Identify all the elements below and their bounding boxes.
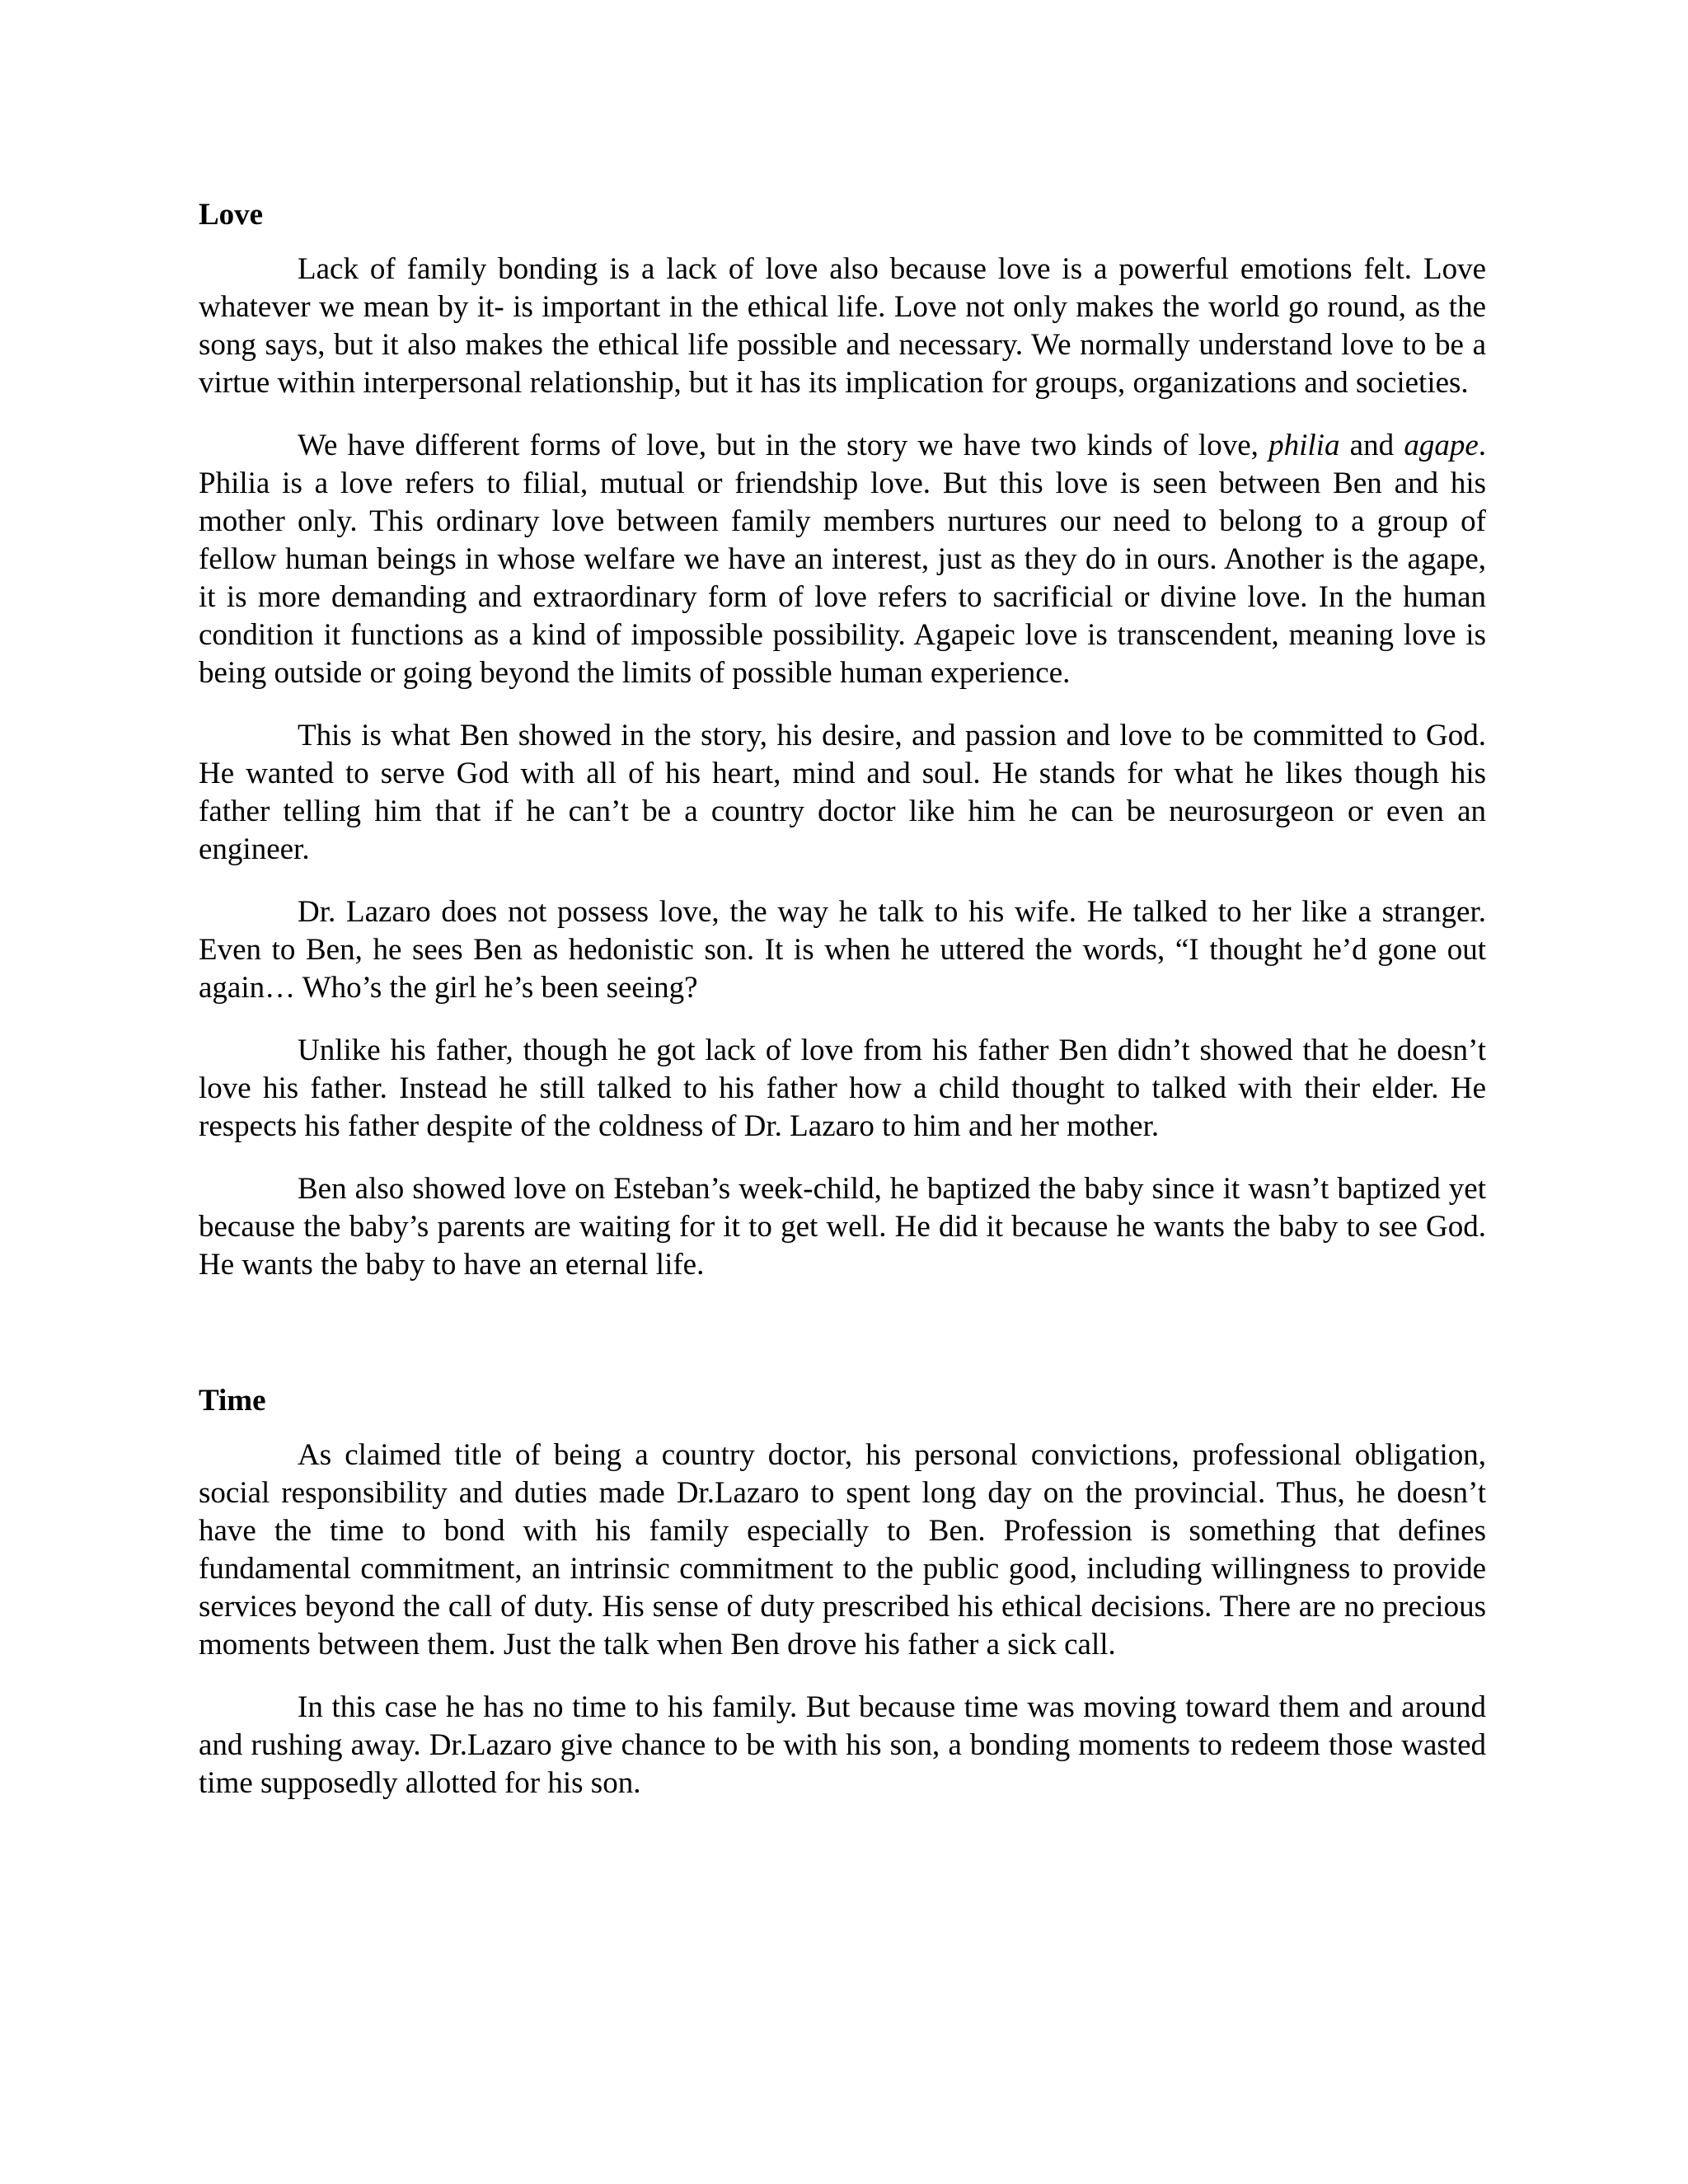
paragraph: Ben also showed love on Esteban’s week-child, he baptized the baby since it wasn’t baptized yet because the baby’s parents are waiting for it to get well. He did it because he wants the baby to see God. He wants the baby to have an eternal life. (199, 1172, 1486, 1282)
paragraph: As claimed title of being a country doctor, his personal convictions, professional obligation, social responsibility and duties made Dr.Lazaro to spent long day on the provincial. Thus, he doesn’t have the time to bond with his family especially to Ben. Profession is something that defines fundamental commitment, an intrinsic commitment to the public good, including willingness to provide services beyond the call of duty. His sense of duty prescribed his ethical decisions. There are no precious moments between them. Just the talk when Ben drove his father a sick call. (199, 1438, 1486, 1661)
italic-term: philia (1268, 429, 1340, 462)
italic-term: agape (1404, 429, 1479, 462)
section-heading-love: Love (199, 198, 264, 232)
paragraph: This is what Ben showed in the story, his desire, and passion and love to be committed to God. He wanted to serve God with all of his heart, mind and soul. He stands for what he likes though his father telling him that if he can’t be a country doctor like him he can be neurosurgeon or even an engineer. (199, 719, 1486, 866)
paragraph: Dr. Lazaro does not possess love, the way he talk to his wife. He talked to her like a stranger. Even to Ben, he sees Ben as hedonistic son. It is when he uttered the words, “I thought he’d gone out again… Who’s the girl he’s been seeing? (199, 895, 1486, 1005)
paragraph: Lack of family bonding is a lack of love also because love is a powerful emotions felt. Love whatever we mean by it- is important in the ethical life. Love not only makes the world go round, as the song says, but it also makes the ethical life possible and necessary. We normally understand love to be a virtue within interpersonal relationship, but it has its implication for groups, organizations and societies. (199, 252, 1486, 400)
document-page (199, 196, 1486, 1827)
paragraph: Unlike his father, though he got lack of love from his father Ben didn’t showed that he doesn’t love his father. Instead he still talked to his father how a child thought to talked with their elder. He respects his father despite of the coldness of Dr. Lazaro to him and her mother. (199, 1033, 1486, 1143)
section-heading-time: Time (199, 1384, 266, 1418)
section-spacer (199, 1309, 1486, 1382)
paragraph: We have different forms of love, but in the story we have two kinds of love, philia and agape. Philia is a love refers to filial, mutual or friendship love. But this love is seen between Ben and his mother only. This ordinary love between family members nurtures our need to belong to a group of fellow human beings in whose welfare we have an interest, just as they do in ours. Another is the agape, it is more demanding and extraordinary form of love refers to sacrificial or divine love. In the human condition it functions as a kind of impossible possibility. Agapeic love is transcendent, meaning love is being outside or going beyond the limits of possible human experience. (199, 429, 1486, 690)
paragraph: In this case he has no time to his family. But because time was moving toward them and around and rushing away. Dr.Lazaro give chance to be with his son, a bonding moments to redeem those wasted time supposedly allotted for his son. (199, 1690, 1486, 1800)
